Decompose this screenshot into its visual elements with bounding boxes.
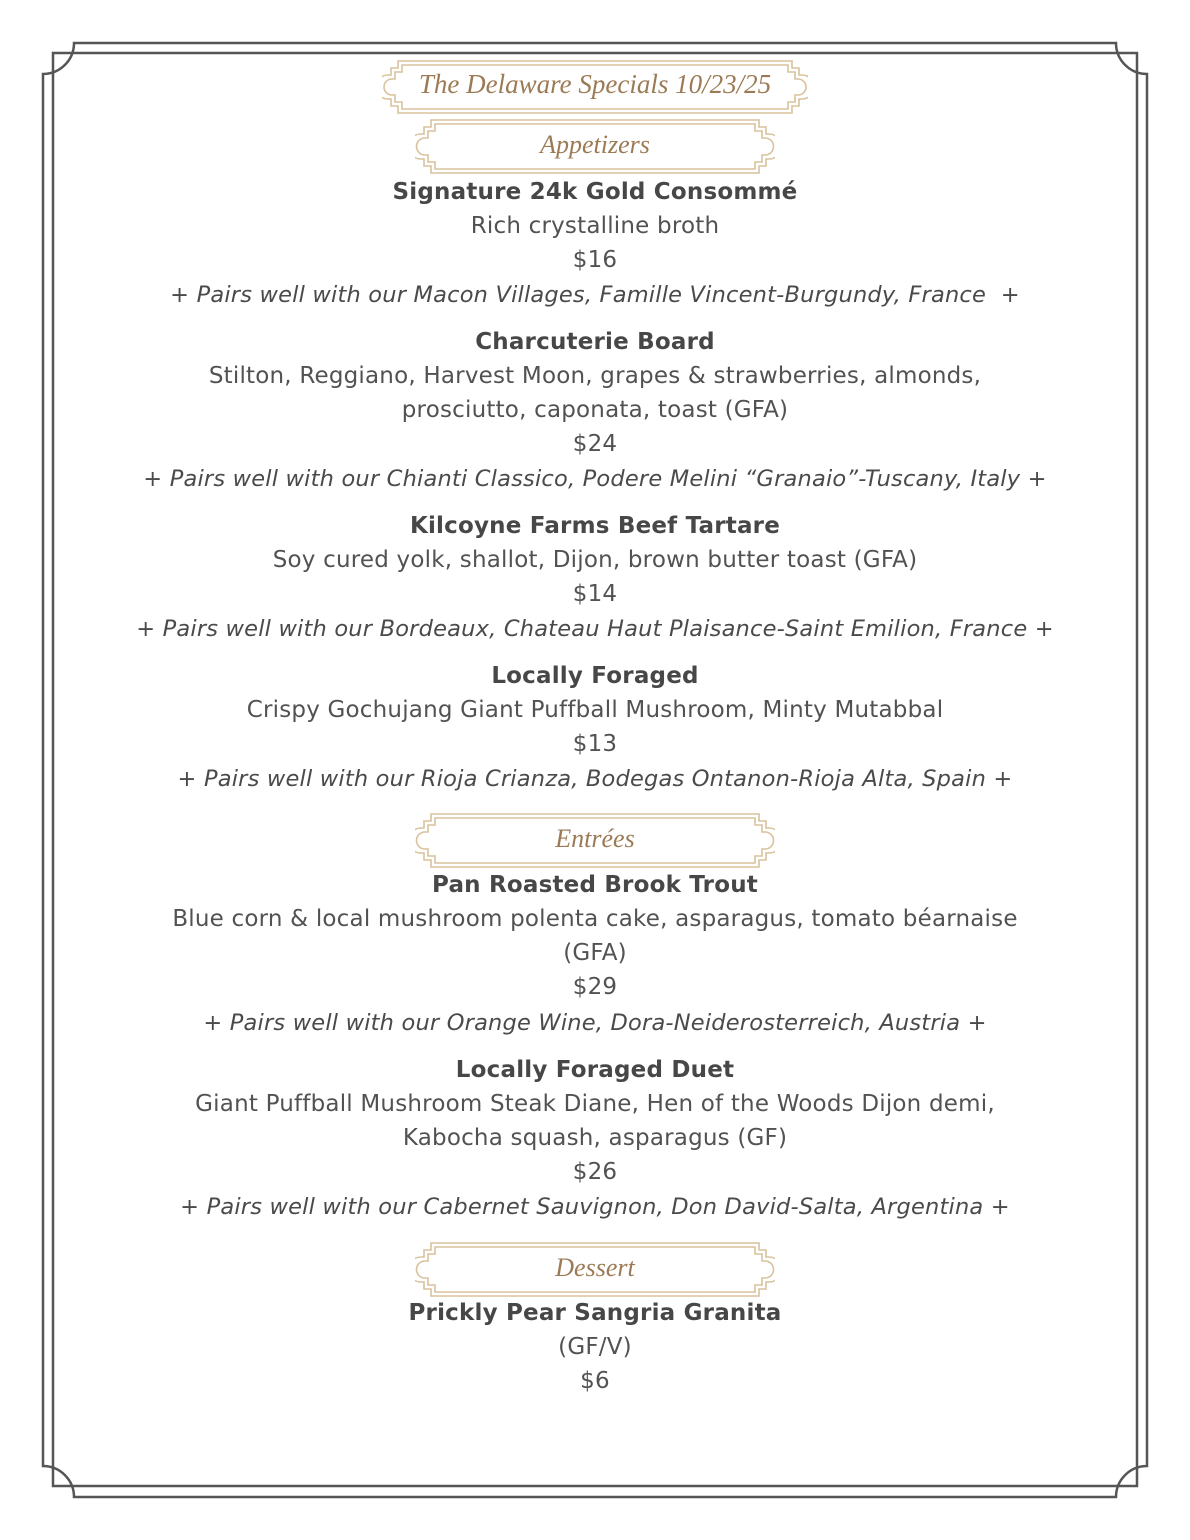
wine-pairing bbox=[0, 616, 1190, 642]
section-banner-entrees bbox=[415, 813, 775, 868]
pairing-marker: + bbox=[967, 1010, 987, 1036]
item-name: Prickly Pear Sangria Granita bbox=[408, 1300, 782, 1326]
item-description: Kabocha squash, asparagus (GF) bbox=[402, 1125, 788, 1151]
pairing-text: Pairs well with our Rioja Crianza, Bodegas Ontanon-Rioja Alta, Spain bbox=[203, 766, 987, 792]
item-price: $24 bbox=[572, 431, 618, 457]
item-name: Signature 24k Gold Consommé bbox=[392, 179, 798, 205]
wine-pairing bbox=[0, 282, 1190, 308]
pairing-marker: + bbox=[170, 282, 190, 308]
pairing-text: Pairs well with our Bordeaux, Chateau Haut Plaisance-Saint Emilion, France bbox=[162, 616, 1028, 642]
pairing-marker: + bbox=[177, 766, 197, 792]
section-heading: Appetizers bbox=[540, 130, 650, 159]
section-banner-dessert bbox=[415, 1242, 775, 1297]
wine-pairing bbox=[0, 1194, 1190, 1220]
item-name: Pan Roasted Brook Trout bbox=[432, 872, 758, 898]
menu-title: The Delaware Specials 10/23/25 bbox=[418, 69, 772, 99]
section-heading: Dessert bbox=[555, 1253, 635, 1282]
pairing-marker: + bbox=[136, 616, 156, 642]
item-description: Blue corn & local mushroom polenta cake, asparagus, tomato béarnaise bbox=[172, 906, 1018, 932]
title-banner bbox=[382, 60, 808, 114]
item-description: Crispy Gochujang Giant Puffball Mushroom, Minty Mutabbal bbox=[246, 697, 944, 723]
pairing-text: Pairs well with our Orange Wine, Dora-Neiderosterreich, Austria bbox=[229, 1010, 961, 1036]
item-description: Rich crystalline broth bbox=[470, 213, 720, 239]
pairing-text: Pairs well with our Cabernet Sauvignon, Don David-Salta, Argentina bbox=[206, 1194, 984, 1220]
item-description: Giant Puffball Mushroom Steak Diane, Hen of the Woods Dijon demi, bbox=[195, 1091, 995, 1117]
item-description: Soy cured yolk, shallot, Dijon, brown butter toast (GFA) bbox=[272, 547, 918, 573]
item-name: Locally Foraged bbox=[491, 663, 699, 689]
item-name: Charcuterie Board bbox=[475, 329, 715, 355]
item-description: prosciutto, caponata, toast (GFA) bbox=[401, 397, 789, 423]
wine-pairing bbox=[0, 1010, 1190, 1036]
item-description: (GF/V) bbox=[558, 1334, 632, 1360]
item-description: (GFA) bbox=[563, 940, 627, 966]
item-price: $13 bbox=[572, 731, 618, 757]
pairing-marker: + bbox=[993, 766, 1013, 792]
pairing-marker: + bbox=[1000, 282, 1020, 308]
wine-pairing bbox=[0, 766, 1190, 792]
section-heading: Entrées bbox=[555, 824, 635, 853]
pairing-marker: + bbox=[1034, 616, 1054, 642]
wine-pairing bbox=[0, 466, 1190, 492]
pairing-marker: + bbox=[990, 1194, 1010, 1220]
item-price: $26 bbox=[572, 1159, 618, 1185]
item-price: $6 bbox=[580, 1368, 610, 1394]
item-name: Kilcoyne Farms Beef Tartare bbox=[409, 513, 781, 539]
item-price: $16 bbox=[572, 247, 618, 273]
pairing-text: Pairs well with our Macon Villages, Famille Vincent-Burgundy, France bbox=[196, 282, 987, 308]
pairing-marker: + bbox=[143, 466, 163, 492]
pairing-text: Pairs well with our Chianti Classico, Podere Melini “Granaio”-Tuscany, Italy bbox=[169, 466, 1021, 492]
item-name: Locally Foraged Duet bbox=[455, 1057, 735, 1083]
pairing-marker: + bbox=[180, 1194, 200, 1220]
item-description: Stilton, Reggiano, Harvest Moon, grapes & strawberries, almonds, bbox=[208, 363, 982, 389]
section-banner-appetizers bbox=[415, 119, 775, 174]
pairing-marker: + bbox=[1027, 466, 1047, 492]
item-price: $14 bbox=[572, 581, 618, 607]
item-price: $29 bbox=[572, 974, 618, 1000]
pairing-marker: + bbox=[203, 1010, 223, 1036]
